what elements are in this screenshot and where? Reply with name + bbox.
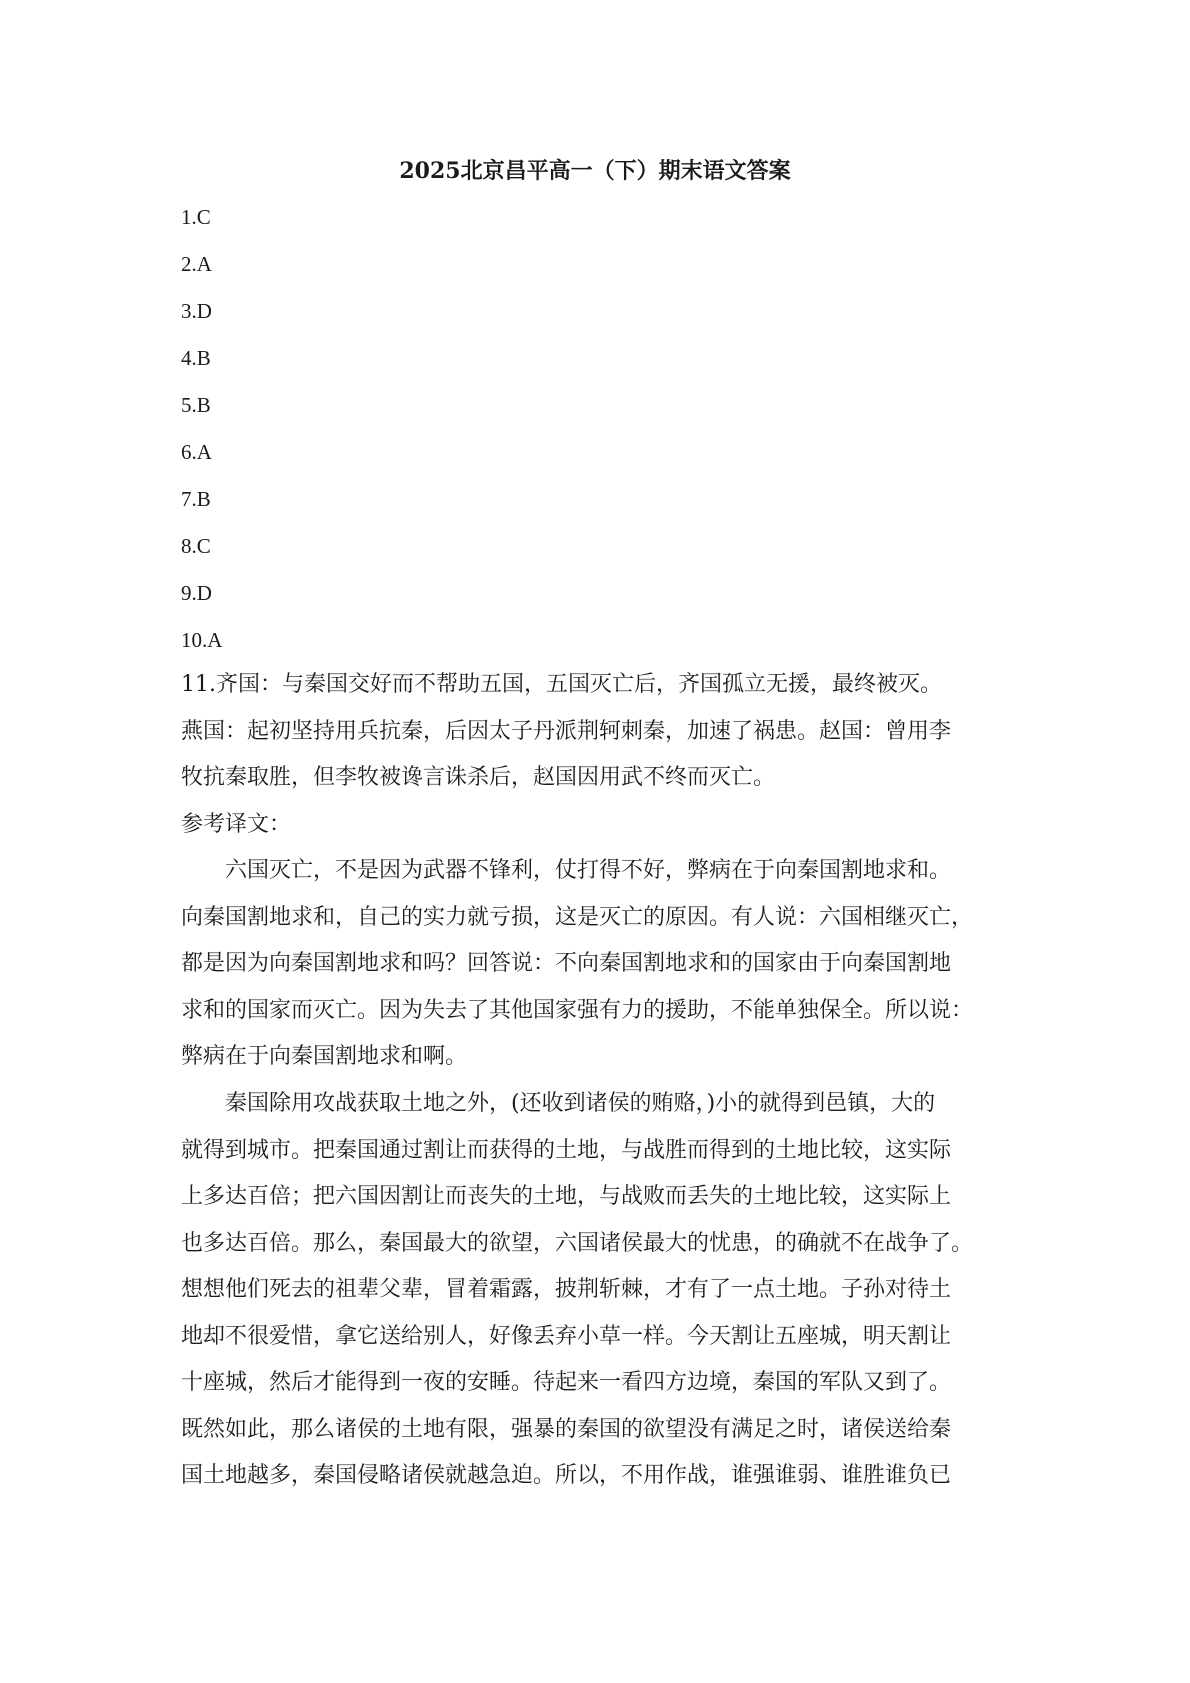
answer-item: 8.C <box>181 534 211 558</box>
text-line: 六国灭亡，不是因为武器不锋利，仗打得不好，弊病在于向秦国割地求和。 <box>225 858 952 883</box>
text-line: 弊病在于向秦国割地求和啊。 <box>181 1044 468 1069</box>
answer-item: 6.A <box>181 440 212 464</box>
text-line: 求和的国家而灭亡。因为失去了其他国家强有力的援助，不能单独保全。所以说： <box>181 997 974 1023</box>
text-line: 也多达百倍。那么，秦国最大的欲望，六国诸侯最大的忧患，的确就不在战争了。 <box>181 1230 974 1256</box>
answer-item: 2.A <box>181 252 212 276</box>
answer-item: 1.C <box>181 205 211 229</box>
text-line: 国土地越多，秦国侵略诸侯就越急迫。所以，不用作战，谁强谁弱、谁胜谁负已 <box>181 1463 952 1488</box>
answer-item: 10.A <box>181 628 223 652</box>
text-line: 既然如此，那么诸侯的土地有限，强暴的秦国的欲望没有满足之时，诸侯送给秦 <box>181 1416 952 1442</box>
answer-item: 5.B <box>181 393 211 417</box>
answer-item: 3.D <box>181 299 212 323</box>
text-line: 十座城，然后才能得到一夜的安睡。待起来一看四方边境，秦国的军队又到了。 <box>181 1370 952 1395</box>
text-line: 地却不很爱惜，拿它送给别人，好像丢弃小草一样。今天割让五座城，明天割让 <box>181 1323 952 1349</box>
document-title: 2025北京昌平高一（下）期末语文答案 <box>399 158 791 184</box>
text-line: 牧抗秦取胜，但李牧被谗言诛杀后，赵国因用武不终而灭亡。 <box>181 765 776 790</box>
text-line: 秦国除用攻战获取土地之外，(还收到诸侯的贿赂，)小的就得到邑镇，大的 <box>225 1091 936 1116</box>
text-line: 都是因为向秦国割地求和吗？回答说：不向秦国割地求和的国家由于向秦国割地 <box>181 951 952 976</box>
translation-paragraph-1 <box>181 848 1011 1081</box>
reference-translation-label: 参考译文： <box>181 812 292 837</box>
question-11-answer <box>181 662 1011 802</box>
text-line: 就得到城市。把秦国通过割让而获得的土地，与战胜而得到的土地比较，这实际 <box>181 1137 952 1163</box>
text-line: 上多达百倍；把六国因割让而丧失的土地，与战败而丢失的土地比较，这实际上 <box>181 1184 952 1209</box>
text-line: 11.齐国：与秦国交好而不帮助五国，五国灭亡后，齐国孤立无援，最终被灭。 <box>181 672 942 697</box>
text-line: 想想他们死去的祖辈父辈，冒着霜露，披荆斩棘，才有了一点土地。子孙对待土 <box>181 1277 952 1302</box>
answer-list <box>181 202 1011 672</box>
text-line: 向秦国割地求和，自己的实力就亏损，这是灭亡的原因。有人说：六国相继灭亡， <box>181 904 974 930</box>
answer-item: 7.B <box>181 487 211 511</box>
answer-item: 4.B <box>181 346 211 370</box>
text-line: 燕国：起初坚持用兵抗秦，后因太子丹派荆轲刺秦，加速了祸患。赵国：曾用李 <box>181 718 952 744</box>
answer-item: 9.D <box>181 581 212 605</box>
translation-paragraph-2 <box>181 1081 1011 1500</box>
